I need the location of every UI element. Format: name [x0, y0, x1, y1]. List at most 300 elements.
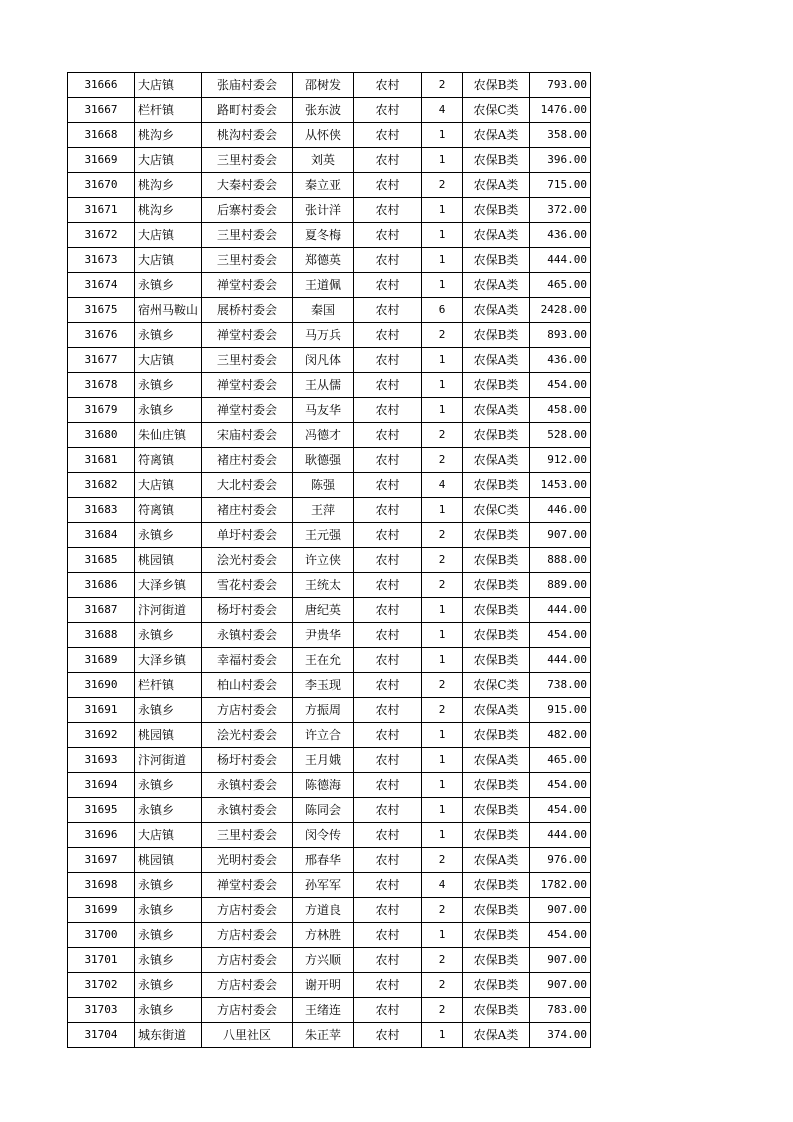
table-row: [68, 398, 591, 423]
amount-cell: 915.00: [530, 698, 591, 723]
insurance-category-cell: 农保C类: [463, 673, 530, 698]
amount-cell: 454.00: [530, 798, 591, 823]
table-row: [68, 548, 591, 573]
name-cell: 方振周: [293, 698, 354, 723]
village-committee-cell: 雪花村委会: [202, 573, 293, 598]
household-type-cell: 农村: [354, 673, 422, 698]
village-committee-cell: 禅堂村委会: [202, 373, 293, 398]
town-cell: 汴河街道: [135, 748, 202, 773]
insurance-category-cell: 农保B类: [463, 73, 530, 98]
table-row: [68, 73, 591, 98]
village-committee-cell: 三里村委会: [202, 223, 293, 248]
table-row: [68, 348, 591, 373]
amount-cell: 1782.00: [530, 873, 591, 898]
amount-cell: 444.00: [530, 823, 591, 848]
row-id-cell: 31666: [68, 73, 135, 98]
name-cell: 陈强: [293, 473, 354, 498]
town-cell: 永镇乡: [135, 873, 202, 898]
household-type-cell: 农村: [354, 323, 422, 348]
person-count-cell: 2: [422, 998, 463, 1023]
household-type-cell: 农村: [354, 248, 422, 273]
insurance-category-cell: 农保B类: [463, 323, 530, 348]
village-committee-cell: 单圩村委会: [202, 523, 293, 548]
row-id-cell: 31688: [68, 623, 135, 648]
amount-cell: 458.00: [530, 398, 591, 423]
table-body: [68, 73, 591, 1048]
row-id-cell: 31696: [68, 823, 135, 848]
insurance-category-cell: 农保A类: [463, 123, 530, 148]
name-cell: 王月娥: [293, 748, 354, 773]
row-id-cell: 31699: [68, 898, 135, 923]
village-committee-cell: 展桥村委会: [202, 298, 293, 323]
table-row: [68, 998, 591, 1023]
town-cell: 桃园镇: [135, 548, 202, 573]
amount-cell: 436.00: [530, 223, 591, 248]
household-type-cell: 农村: [354, 273, 422, 298]
row-id-cell: 31681: [68, 448, 135, 473]
name-cell: 马友华: [293, 398, 354, 423]
name-cell: 马万兵: [293, 323, 354, 348]
table-row: [68, 173, 591, 198]
village-committee-cell: 永镇村委会: [202, 773, 293, 798]
table-row: [68, 1023, 591, 1048]
name-cell: 朱正苹: [293, 1023, 354, 1048]
household-type-cell: 农村: [354, 573, 422, 598]
insurance-category-cell: 农保B类: [463, 973, 530, 998]
person-count-cell: 2: [422, 448, 463, 473]
table-row: [68, 673, 591, 698]
row-id-cell: 31677: [68, 348, 135, 373]
person-count-cell: 1: [422, 798, 463, 823]
household-type-cell: 农村: [354, 498, 422, 523]
table-row: [68, 448, 591, 473]
row-id-cell: 31701: [68, 948, 135, 973]
household-type-cell: 农村: [354, 148, 422, 173]
insurance-category-cell: 农保B类: [463, 823, 530, 848]
table-row: [68, 923, 591, 948]
village-committee-cell: 方店村委会: [202, 948, 293, 973]
household-type-cell: 农村: [354, 423, 422, 448]
person-count-cell: 2: [422, 848, 463, 873]
row-id-cell: 31687: [68, 598, 135, 623]
person-count-cell: 2: [422, 673, 463, 698]
village-committee-cell: 桃沟村委会: [202, 123, 293, 148]
name-cell: 尹贵华: [293, 623, 354, 648]
village-committee-cell: 禅堂村委会: [202, 323, 293, 348]
person-count-cell: 2: [422, 898, 463, 923]
village-committee-cell: 路町村委会: [202, 98, 293, 123]
name-cell: 闵凡体: [293, 348, 354, 373]
table-row: [68, 898, 591, 923]
name-cell: 孙军军: [293, 873, 354, 898]
amount-cell: 907.00: [530, 898, 591, 923]
village-committee-cell: 永镇村委会: [202, 798, 293, 823]
person-count-cell: 2: [422, 523, 463, 548]
town-cell: 桃沟乡: [135, 173, 202, 198]
village-committee-cell: 杨圩村委会: [202, 598, 293, 623]
town-cell: 永镇乡: [135, 373, 202, 398]
amount-cell: 444.00: [530, 648, 591, 673]
town-cell: 永镇乡: [135, 623, 202, 648]
person-count-cell: 2: [422, 698, 463, 723]
table-row: [68, 948, 591, 973]
town-cell: 城东街道: [135, 1023, 202, 1048]
household-type-cell: 农村: [354, 973, 422, 998]
town-cell: 永镇乡: [135, 273, 202, 298]
table-row: [68, 698, 591, 723]
village-committee-cell: 方店村委会: [202, 698, 293, 723]
village-committee-cell: 禅堂村委会: [202, 398, 293, 423]
insurance-category-cell: 农保A类: [463, 848, 530, 873]
household-type-cell: 农村: [354, 173, 422, 198]
person-count-cell: 1: [422, 198, 463, 223]
person-count-cell: 1: [422, 348, 463, 373]
amount-cell: 436.00: [530, 348, 591, 373]
row-id-cell: 31691: [68, 698, 135, 723]
row-id-cell: 31672: [68, 223, 135, 248]
household-type-cell: 农村: [354, 748, 422, 773]
row-id-cell: 31689: [68, 648, 135, 673]
household-type-cell: 农村: [354, 1023, 422, 1048]
person-count-cell: 1: [422, 623, 463, 648]
row-id-cell: 31679: [68, 398, 135, 423]
village-committee-cell: 浍光村委会: [202, 548, 293, 573]
table-row: [68, 373, 591, 398]
insurance-category-cell: 农保A类: [463, 173, 530, 198]
village-committee-cell: 张庙村委会: [202, 73, 293, 98]
row-id-cell: 31690: [68, 673, 135, 698]
row-id-cell: 31704: [68, 1023, 135, 1048]
table-row: [68, 648, 591, 673]
row-id-cell: 31684: [68, 523, 135, 548]
row-id-cell: 31703: [68, 998, 135, 1023]
table-row: [68, 123, 591, 148]
name-cell: 王元强: [293, 523, 354, 548]
household-type-cell: 农村: [354, 523, 422, 548]
name-cell: 秦国: [293, 298, 354, 323]
row-id-cell: 31685: [68, 548, 135, 573]
person-count-cell: 2: [422, 573, 463, 598]
person-count-cell: 1: [422, 923, 463, 948]
row-id-cell: 31671: [68, 198, 135, 223]
insurance-category-cell: 农保B类: [463, 198, 530, 223]
row-id-cell: 31676: [68, 323, 135, 348]
person-count-cell: 4: [422, 473, 463, 498]
person-count-cell: 2: [422, 973, 463, 998]
insurance-category-cell: 农保B类: [463, 523, 530, 548]
person-count-cell: 2: [422, 423, 463, 448]
name-cell: 王在允: [293, 648, 354, 673]
insurance-category-cell: 农保B类: [463, 573, 530, 598]
town-cell: 永镇乡: [135, 973, 202, 998]
town-cell: 大店镇: [135, 473, 202, 498]
beneficiary-table: [67, 72, 591, 1048]
name-cell: 陈德海: [293, 773, 354, 798]
insurance-category-cell: 农保B类: [463, 648, 530, 673]
name-cell: 陈同会: [293, 798, 354, 823]
name-cell: 王统太: [293, 573, 354, 598]
row-id-cell: 31694: [68, 773, 135, 798]
amount-cell: 976.00: [530, 848, 591, 873]
amount-cell: 907.00: [530, 973, 591, 998]
table-row: [68, 148, 591, 173]
person-count-cell: 1: [422, 273, 463, 298]
person-count-cell: 1: [422, 723, 463, 748]
insurance-category-cell: 农保B类: [463, 873, 530, 898]
name-cell: 耿德强: [293, 448, 354, 473]
village-committee-cell: 三里村委会: [202, 348, 293, 373]
table-row: [68, 523, 591, 548]
town-cell: 永镇乡: [135, 923, 202, 948]
name-cell: 郑德英: [293, 248, 354, 273]
amount-cell: 454.00: [530, 773, 591, 798]
table-row: [68, 973, 591, 998]
amount-cell: 738.00: [530, 673, 591, 698]
town-cell: 符离镇: [135, 448, 202, 473]
town-cell: 永镇乡: [135, 323, 202, 348]
name-cell: 邵树发: [293, 73, 354, 98]
table-row: [68, 873, 591, 898]
town-cell: 大店镇: [135, 223, 202, 248]
person-count-cell: 1: [422, 1023, 463, 1048]
person-count-cell: 1: [422, 648, 463, 673]
person-count-cell: 2: [422, 323, 463, 348]
household-type-cell: 农村: [354, 623, 422, 648]
insurance-category-cell: 农保A类: [463, 348, 530, 373]
amount-cell: 454.00: [530, 373, 591, 398]
table-row: [68, 273, 591, 298]
town-cell: 永镇乡: [135, 773, 202, 798]
person-count-cell: 4: [422, 873, 463, 898]
name-cell: 张东波: [293, 98, 354, 123]
town-cell: 汴河街道: [135, 598, 202, 623]
insurance-category-cell: 农保B类: [463, 248, 530, 273]
amount-cell: 454.00: [530, 923, 591, 948]
row-id-cell: 31675: [68, 298, 135, 323]
row-id-cell: 31678: [68, 373, 135, 398]
name-cell: 李玉现: [293, 673, 354, 698]
person-count-cell: 1: [422, 823, 463, 848]
town-cell: 永镇乡: [135, 398, 202, 423]
town-cell: 桃园镇: [135, 848, 202, 873]
table-row: [68, 748, 591, 773]
town-cell: 大店镇: [135, 248, 202, 273]
insurance-category-cell: 农保B类: [463, 623, 530, 648]
row-id-cell: 31682: [68, 473, 135, 498]
table-row: [68, 823, 591, 848]
town-cell: 桃沟乡: [135, 198, 202, 223]
household-type-cell: 农村: [354, 548, 422, 573]
household-type-cell: 农村: [354, 223, 422, 248]
town-cell: 大店镇: [135, 148, 202, 173]
village-committee-cell: 浍光村委会: [202, 723, 293, 748]
household-type-cell: 农村: [354, 798, 422, 823]
amount-cell: 482.00: [530, 723, 591, 748]
insurance-category-cell: 农保A类: [463, 273, 530, 298]
village-committee-cell: 光明村委会: [202, 848, 293, 873]
village-committee-cell: 三里村委会: [202, 248, 293, 273]
village-committee-cell: 三里村委会: [202, 823, 293, 848]
table-row: [68, 473, 591, 498]
person-count-cell: 2: [422, 73, 463, 98]
household-type-cell: 农村: [354, 398, 422, 423]
table-row: [68, 598, 591, 623]
name-cell: 王从儒: [293, 373, 354, 398]
name-cell: 许立侠: [293, 548, 354, 573]
table-row: [68, 773, 591, 798]
amount-cell: 1476.00: [530, 98, 591, 123]
village-committee-cell: 宋庙村委会: [202, 423, 293, 448]
row-id-cell: 31674: [68, 273, 135, 298]
household-type-cell: 农村: [354, 848, 422, 873]
household-type-cell: 农村: [354, 473, 422, 498]
town-cell: 栏杆镇: [135, 98, 202, 123]
amount-cell: 358.00: [530, 123, 591, 148]
village-committee-cell: 方店村委会: [202, 898, 293, 923]
table-row: [68, 623, 591, 648]
table-row: [68, 98, 591, 123]
name-cell: 王绪连: [293, 998, 354, 1023]
amount-cell: 396.00: [530, 148, 591, 173]
name-cell: 秦立亚: [293, 173, 354, 198]
row-id-cell: 31670: [68, 173, 135, 198]
household-type-cell: 农村: [354, 923, 422, 948]
name-cell: 冯德才: [293, 423, 354, 448]
table-row: [68, 323, 591, 348]
person-count-cell: 1: [422, 398, 463, 423]
household-type-cell: 农村: [354, 198, 422, 223]
table-row: [68, 573, 591, 598]
name-cell: 谢开明: [293, 973, 354, 998]
insurance-category-cell: 农保B类: [463, 548, 530, 573]
person-count-cell: 1: [422, 123, 463, 148]
amount-cell: 372.00: [530, 198, 591, 223]
household-type-cell: 农村: [354, 948, 422, 973]
row-id-cell: 31668: [68, 123, 135, 148]
town-cell: 大店镇: [135, 73, 202, 98]
village-committee-cell: 方店村委会: [202, 998, 293, 1023]
household-type-cell: 农村: [354, 298, 422, 323]
amount-cell: 907.00: [530, 948, 591, 973]
insurance-category-cell: 农保B类: [463, 923, 530, 948]
row-id-cell: 31695: [68, 798, 135, 823]
village-committee-cell: 褚庄村委会: [202, 498, 293, 523]
insurance-category-cell: 农保B类: [463, 798, 530, 823]
village-committee-cell: 杨圩村委会: [202, 748, 293, 773]
table-row: [68, 298, 591, 323]
row-id-cell: 31673: [68, 248, 135, 273]
insurance-category-cell: 农保B类: [463, 998, 530, 1023]
row-id-cell: 31680: [68, 423, 135, 448]
name-cell: 张计洋: [293, 198, 354, 223]
town-cell: 永镇乡: [135, 948, 202, 973]
insurance-category-cell: 农保A类: [463, 223, 530, 248]
name-cell: 闵令传: [293, 823, 354, 848]
household-type-cell: 农村: [354, 873, 422, 898]
insurance-category-cell: 农保B类: [463, 423, 530, 448]
amount-cell: 528.00: [530, 423, 591, 448]
person-count-cell: 1: [422, 773, 463, 798]
name-cell: 唐纪英: [293, 598, 354, 623]
amount-cell: 912.00: [530, 448, 591, 473]
town-cell: 大店镇: [135, 348, 202, 373]
household-type-cell: 农村: [354, 598, 422, 623]
table-row: [68, 223, 591, 248]
town-cell: 永镇乡: [135, 798, 202, 823]
household-type-cell: 农村: [354, 73, 422, 98]
name-cell: 方林胜: [293, 923, 354, 948]
household-type-cell: 农村: [354, 773, 422, 798]
name-cell: 刘英: [293, 148, 354, 173]
amount-cell: 1453.00: [530, 473, 591, 498]
town-cell: 永镇乡: [135, 523, 202, 548]
amount-cell: 444.00: [530, 598, 591, 623]
amount-cell: 374.00: [530, 1023, 591, 1048]
insurance-category-cell: 农保B类: [463, 948, 530, 973]
person-count-cell: 1: [422, 373, 463, 398]
town-cell: 永镇乡: [135, 698, 202, 723]
town-cell: 永镇乡: [135, 898, 202, 923]
amount-cell: 454.00: [530, 623, 591, 648]
village-committee-cell: 柏山村委会: [202, 673, 293, 698]
amount-cell: 783.00: [530, 998, 591, 1023]
person-count-cell: 4: [422, 98, 463, 123]
town-cell: 大泽乡镇: [135, 573, 202, 598]
insurance-category-cell: 农保B类: [463, 723, 530, 748]
household-type-cell: 农村: [354, 648, 422, 673]
insurance-category-cell: 农保A类: [463, 448, 530, 473]
insurance-category-cell: 农保A类: [463, 698, 530, 723]
amount-cell: 889.00: [530, 573, 591, 598]
village-committee-cell: 八里社区: [202, 1023, 293, 1048]
household-type-cell: 农村: [354, 123, 422, 148]
town-cell: 朱仙庄镇: [135, 423, 202, 448]
name-cell: 邢春华: [293, 848, 354, 873]
row-id-cell: 31702: [68, 973, 135, 998]
village-committee-cell: 后寨村委会: [202, 198, 293, 223]
household-type-cell: 农村: [354, 373, 422, 398]
person-count-cell: 2: [422, 173, 463, 198]
table-row: [68, 848, 591, 873]
insurance-category-cell: 农保B类: [463, 773, 530, 798]
town-cell: 符离镇: [135, 498, 202, 523]
name-cell: 夏冬梅: [293, 223, 354, 248]
village-committee-cell: 禅堂村委会: [202, 873, 293, 898]
table-row: [68, 498, 591, 523]
person-count-cell: 2: [422, 948, 463, 973]
village-committee-cell: 三里村委会: [202, 148, 293, 173]
insurance-category-cell: 农保B类: [463, 898, 530, 923]
household-type-cell: 农村: [354, 98, 422, 123]
insurance-category-cell: 农保C类: [463, 98, 530, 123]
person-count-cell: 2: [422, 548, 463, 573]
person-count-cell: 1: [422, 248, 463, 273]
insurance-category-cell: 农保B类: [463, 598, 530, 623]
person-count-cell: 1: [422, 223, 463, 248]
row-id-cell: 31692: [68, 723, 135, 748]
village-committee-cell: 方店村委会: [202, 923, 293, 948]
village-committee-cell: 大秦村委会: [202, 173, 293, 198]
amount-cell: 888.00: [530, 548, 591, 573]
amount-cell: 907.00: [530, 523, 591, 548]
person-count-cell: 1: [422, 148, 463, 173]
table-row: [68, 423, 591, 448]
insurance-category-cell: 农保A类: [463, 1023, 530, 1048]
amount-cell: 2428.00: [530, 298, 591, 323]
household-type-cell: 农村: [354, 723, 422, 748]
town-cell: 栏杆镇: [135, 673, 202, 698]
insurance-category-cell: 农保B类: [463, 148, 530, 173]
